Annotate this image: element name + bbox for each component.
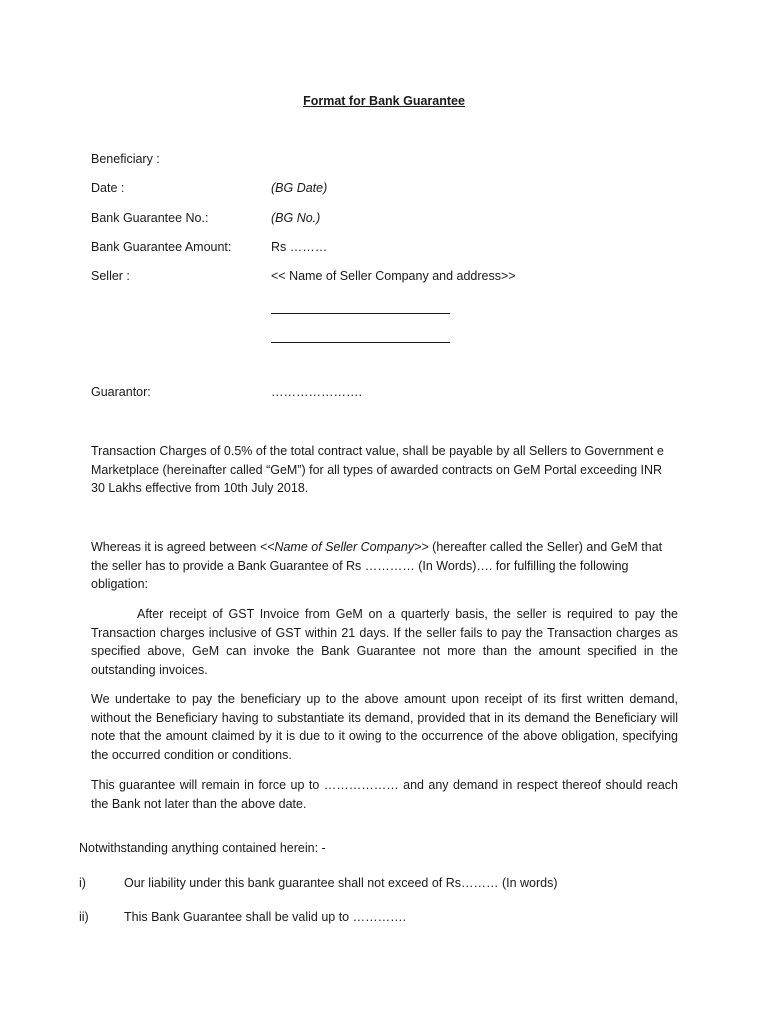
whereas-text-before: Whereas it is agreed between: [91, 540, 260, 554]
seller-label: Seller :: [91, 269, 130, 283]
obligation-paragraph: After receipt of GST Invoice from GeM on a quarterly basis, the seller is required to pay the Transaction charges inclusive of GST within 21 days. If the seller fails to pay the Transaction charges as specified above, GeM can invoke the Bank Guarantee not more than the amount specified in the outstanding invoices.: [91, 607, 678, 677]
whereas-seller-placeholder: <<Name of Seller Company>>: [259, 540, 429, 554]
bg-amount-label: Bank Guarantee Amount:: [91, 240, 232, 254]
transaction-charges-paragraph: Transaction Charges of 0.5% of the total contract value, shall be payable by all Sellers to Government e Marketplace (hereinafter called “GeM”) for all types of awarded contracts on GeM Portal exceeding INR 30 Lakhs effective from 10th July 2018.: [91, 444, 664, 495]
seller-address-line-2: [271, 342, 450, 343]
seller-address-line-1: [271, 313, 450, 314]
document-title: Format for Bank Guarantee: [303, 94, 465, 108]
bg-no-value: (BG No.): [271, 211, 321, 225]
notwithstanding-heading: Notwithstanding anything contained herein: -: [79, 841, 326, 855]
date-value: (BG Date): [271, 181, 328, 195]
beneficiary-label: Beneficiary :: [91, 152, 160, 166]
undertake-paragraph: We undertake to pay the beneficiary up to the above amount upon receipt of its first written demand, without the Beneficiary having to substantiate its demand, provided that in its demand the Beneficiary will note that the amount claimed by it is due to it owing to the occurrence of the above obligation, specifying the occurred condition or conditions.: [91, 692, 678, 762]
date-label: Date :: [91, 181, 125, 195]
seller-value: << Name of Seller Company and address>>: [271, 269, 516, 283]
bg-no-label: Bank Guarantee No.:: [91, 211, 209, 225]
list-item-text: Our liability under this bank guarantee shall not exceed of Rs……… (In words): [124, 876, 558, 890]
list-item-text: This Bank Guarantee shall be valid up to ………….: [124, 910, 407, 924]
bg-amount-value: Rs ………: [271, 240, 328, 254]
list-item-number: ii): [79, 910, 89, 924]
force-paragraph: This guarantee will remain in force up to ……………… and any demand in respect thereof should reach the Bank not later than the above date.: [91, 778, 678, 811]
whereas-text-after: (hereafter called the Seller) and GeM that the seller has to provide a Bank Guarantee of Rs ………… (In Words)…. for fulfilling the following obligation:: [91, 540, 663, 591]
list-item-number: i): [79, 876, 86, 890]
guarantor-value: ………………….: [271, 385, 362, 399]
whereas-paragraph: [91, 538, 678, 594]
guarantor-label: Guarantor:: [91, 385, 151, 399]
